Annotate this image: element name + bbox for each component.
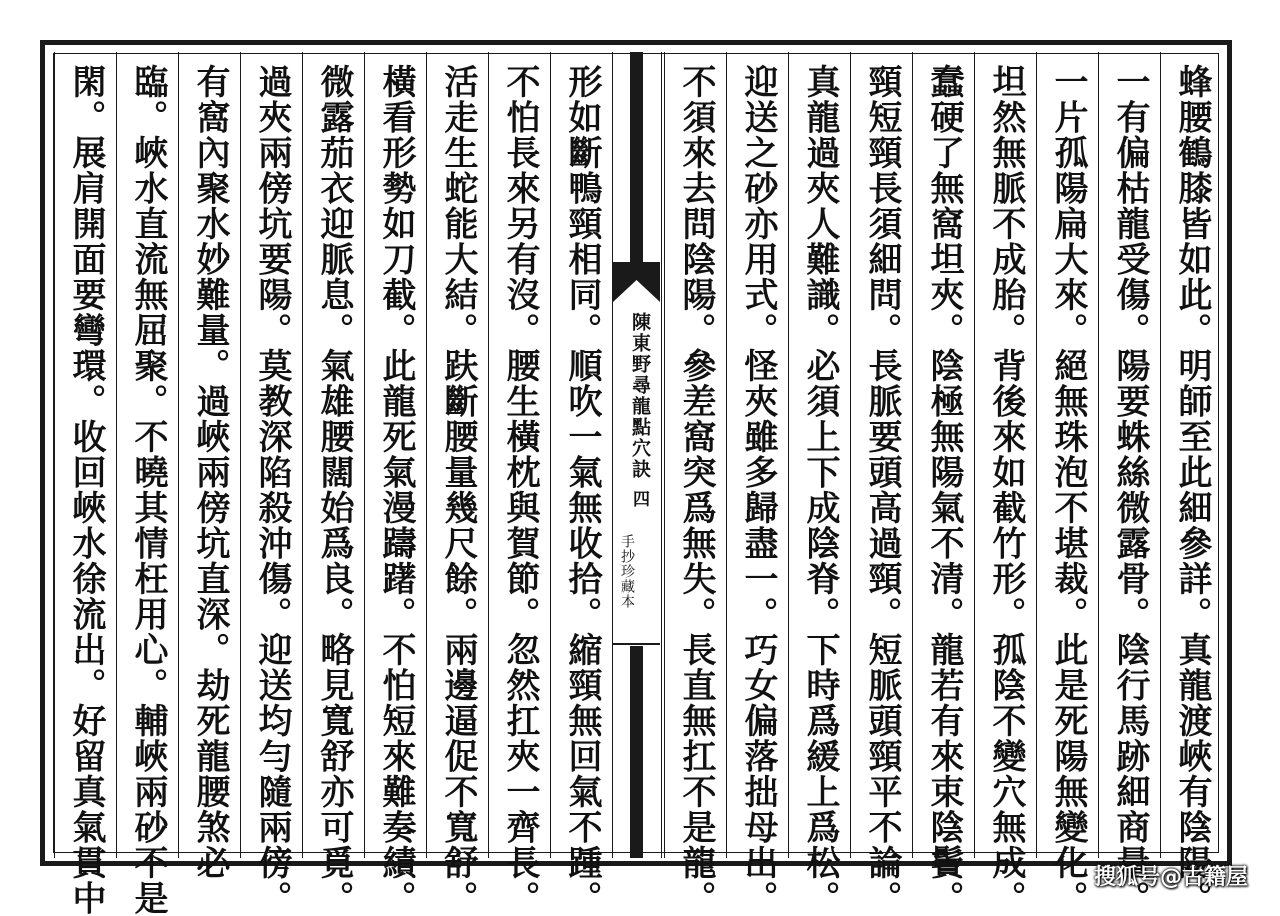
text-column: [850, 52, 912, 916]
text-column: [488, 52, 550, 916]
text-column: [664, 52, 726, 916]
text-column: [364, 52, 426, 916]
text-column: [178, 52, 240, 881]
upper-fishtail-mark: [613, 52, 660, 352]
watermark: 搜狐号@古籍屋: [1093, 865, 1248, 890]
column-text: 蠢硬了無窩坦夾。陰極無陽氣不清。龍若有來束陰鬢。: [924, 64, 964, 916]
edition-label: 手抄珍藏本: [619, 534, 635, 609]
text-column: [726, 52, 788, 916]
text-column: [550, 52, 612, 916]
column-text: 坦然無脈不成胎。背後來如截竹形。孤陰不變穴無成。: [986, 64, 1026, 916]
text-column: [54, 52, 116, 916]
text-column: [974, 52, 1036, 916]
column-text: 閑。展肩開面要彎環。收回峽水徐流出。好留真氣貫中: [66, 64, 106, 916]
center-fold: [612, 52, 662, 858]
text-column: [116, 52, 178, 916]
text-column: [426, 52, 488, 916]
column-text: 活走生蛇能大結。趺斷腰量幾尺餘。兩邊逼促不寬舒。: [438, 64, 478, 916]
text-column: [1036, 52, 1098, 916]
column-text: 過夾兩傍坑要陽。莫教深陷殺沖傷。迎送均勻隨兩傍。: [252, 64, 292, 916]
column-text: 形如斷鴨頸相同。順吹一氣無收拾。縮頸無回氣不踵。: [562, 64, 602, 916]
text-column: [240, 52, 302, 916]
text-column: [1160, 52, 1222, 916]
text-column: [1098, 52, 1160, 916]
column-text: 橫看形勢如刀截。此龍死氣漫躊躇。不怕短來難奏績。: [376, 64, 416, 916]
column-text: 蜂腰鶴膝皆如此。明師至此細參詳。真龍渡峽有陰陽。: [1172, 64, 1212, 916]
text-column: [788, 52, 850, 916]
page-number: 四: [629, 490, 649, 507]
lower-fishtail-mark: [613, 642, 660, 858]
text-column: [302, 52, 364, 916]
column-text: 迎送之砂亦用式。怪夾雖多歸盡一。巧女偏落拙母出。: [738, 64, 778, 916]
column-text: 不怕長來另有沒。腰生橫枕與賀節。忽然扛夾一齊長。: [500, 64, 540, 916]
column-text: 有窩內聚水妙難量。過峽兩傍坑直深。劫死龍腰煞必: [190, 64, 230, 881]
column-text: 微露茄衣迎脈息。氣雄腰闊始爲良。略見寬舒亦可覓。: [314, 64, 354, 916]
book-title: 陳東野尋龍點穴訣: [629, 312, 651, 480]
column-text: 頸短頸長須細問。長脈要頭高過頸。短脈頭頸平不論。: [862, 64, 902, 916]
column-text: 不須來去問陰陽。參差窩突爲無失。長直無扛不是龍。: [676, 64, 716, 916]
column-text: 臨。峽水直流無屈聚。不曉其情枉用心。輔峽兩砂不是: [128, 64, 168, 916]
column-text: 一有偏枯龍受傷。陽要蛛絲微露骨。陰行馬跡細商量。: [1110, 64, 1150, 916]
text-column: [912, 52, 974, 916]
column-text: 真龍過夾人難識。必須上下成陰脊。下時爲緩上爲松。: [800, 64, 840, 916]
column-text: 一片孤陽扁大來。絕無珠泡不堪裁。此是死陽無變化。: [1048, 64, 1088, 916]
